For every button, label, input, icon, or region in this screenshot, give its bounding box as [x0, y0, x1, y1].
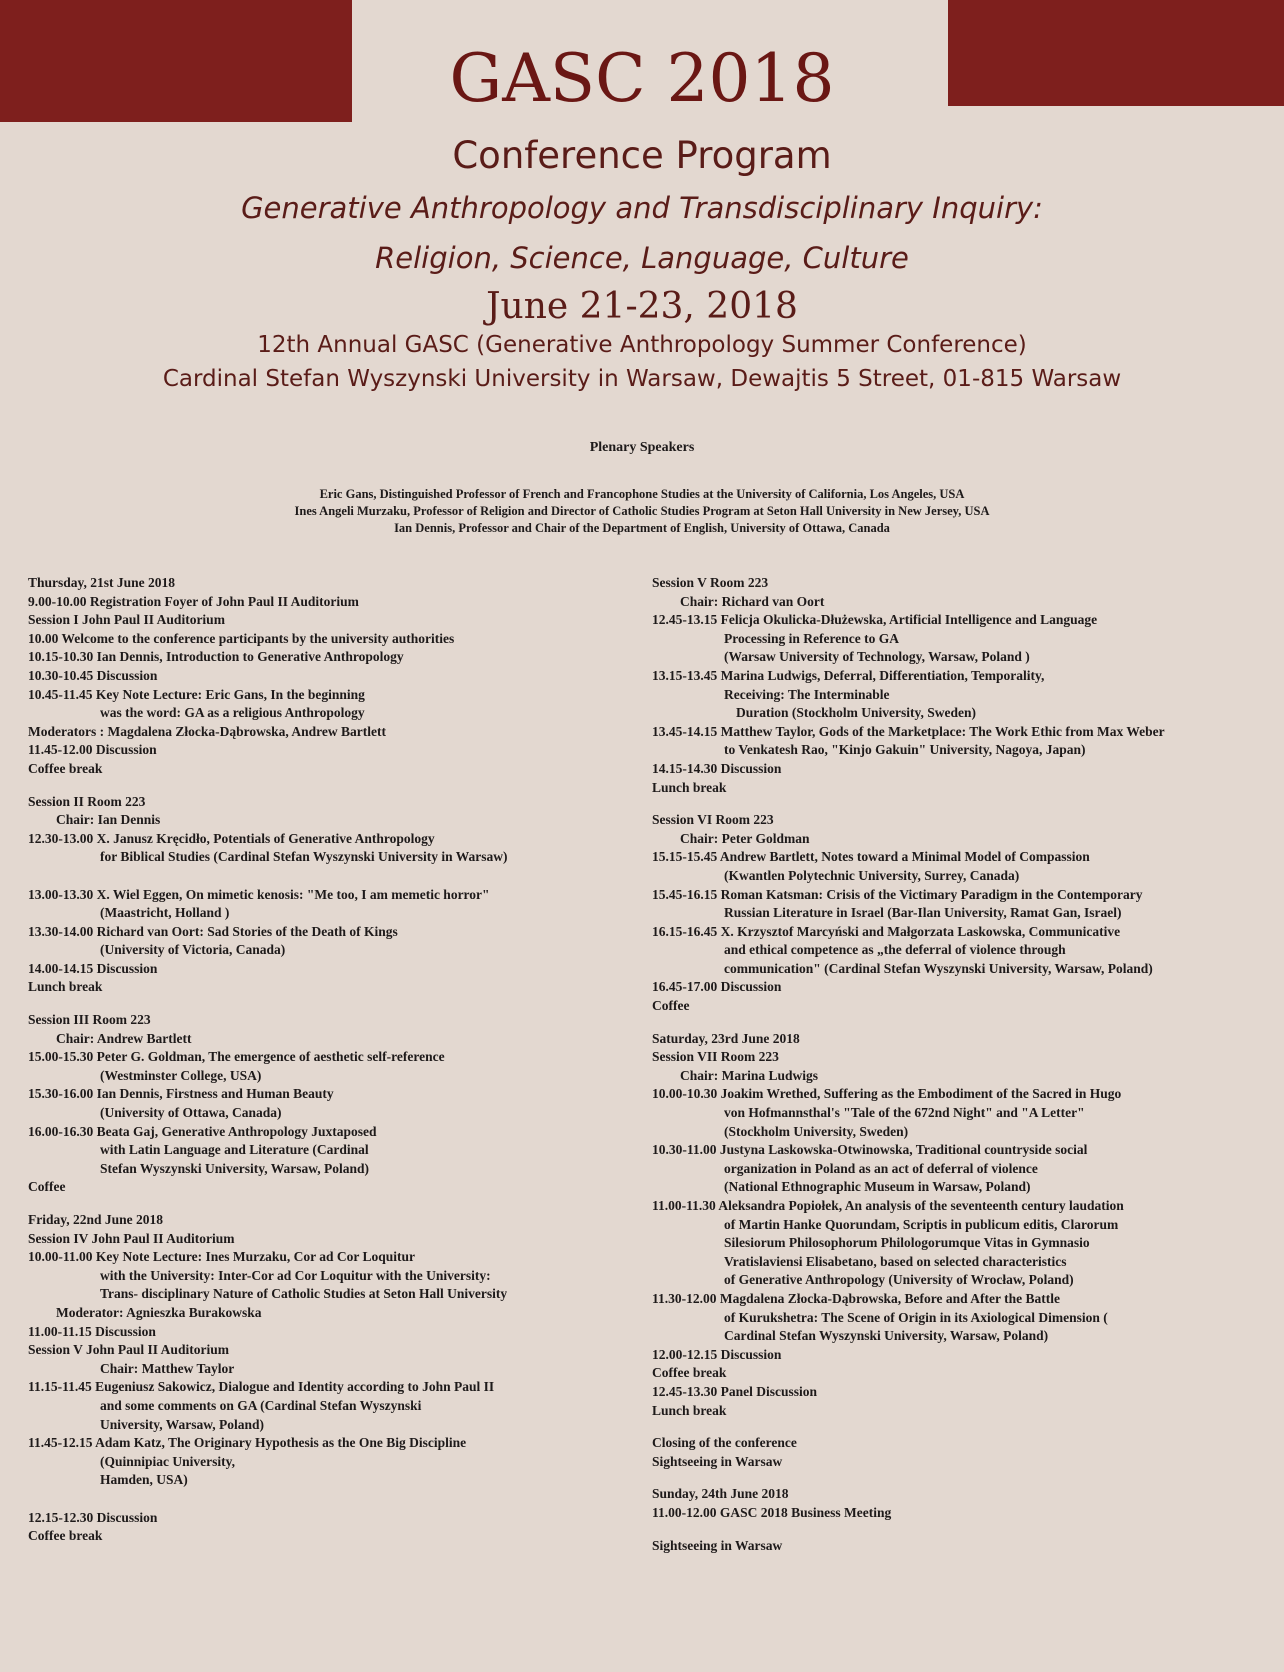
break-line: Coffee break — [652, 1365, 727, 1381]
program-line: (Warsaw University of Technology, Warsaw, Poland ) — [724, 649, 1030, 665]
program-line: 13.15-13.45 Marina Ludwigs, Deferral, Differentiation, Temporality, — [652, 667, 1045, 683]
program-line: 10.00-10.30 Joakim Wrethed, Suffering as the Embodiment of the Sacred in Hugo — [652, 1086, 1122, 1102]
program-line: to Venkatesh Rao, "Kinjo Gakuin" University, Nagoya, Japan) — [724, 742, 1086, 758]
plenary-speaker: Ian Dennis, Professor and Chair of the Department of English, University of Ottawa, Canada — [394, 521, 890, 535]
closing-block — [652, 1434, 1262, 1471]
program-subtitle: Conference Program — [452, 134, 832, 177]
program-line: 13.45-14.15 Matthew Taylor, Gods of the Marketplace: The Work Ethic from Max Weber — [652, 723, 1165, 739]
session-chair: Chair: Peter Goldman — [680, 830, 810, 846]
session-heading: Session V Room 223 — [652, 575, 769, 590]
program-line: Stefan Wyszynski University, Warsaw, Poland) — [100, 1160, 370, 1176]
program-line: (University of Victoria, Canada) — [100, 942, 286, 958]
break-line: Coffee break — [28, 760, 103, 776]
session-chair: Chair: Matthew Taylor — [100, 1360, 235, 1376]
program-line: Vratislaviensi Elisabetano, based on selected characteristics — [724, 1253, 1067, 1269]
program-line: 10.30-10.45 Discussion — [28, 667, 158, 683]
plenary-speaker: Ines Angeli Murzaku, Professor of Religion and Director of Catholic Studies Program at Seton Hall University in New Jersey, USA — [294, 504, 990, 518]
break-line: Lunch break — [652, 1402, 727, 1418]
session-heading: Session III Room 223 — [28, 1012, 151, 1028]
program-line: Sightseeing in Warsaw — [652, 1537, 783, 1553]
program-line: communication" (Cardinal Stefan Wyszynski University, Warsaw, Poland) — [724, 960, 1153, 976]
day-heading: Sunday, 24th June 2018 — [652, 1486, 789, 1502]
session-heading: Session I John Paul II Auditorium — [28, 612, 225, 628]
program-line: 13.30-14.00 Richard van Oort: Sad Stories of the Death of Kings — [28, 923, 398, 939]
program-line: 16.45-17.00 Discussion — [652, 979, 782, 995]
program-line: Processing in Reference to GA — [724, 630, 899, 646]
session-chair: Chair: Marina Ludwigs — [680, 1067, 819, 1083]
program-line: 12.15-12.30 Discussion — [28, 1509, 158, 1525]
saturday-session-7 — [652, 1030, 1262, 1420]
break-line: Coffee — [28, 1179, 66, 1195]
session-3 — [28, 1011, 638, 1197]
break-line: Coffee — [652, 998, 690, 1014]
plenary-speakers — [0, 440, 1284, 537]
program-line: was the word: GA as a religious Anthropology — [100, 705, 365, 721]
program-line: Russian Literature in Israel (Bar-Ilan University, Ramat Gan, Israel) — [724, 905, 1122, 921]
program-line: Closing of the conference — [652, 1435, 797, 1451]
program-line: (Quinnipiac University, — [100, 1453, 236, 1469]
program-line: Duration (Stockholm University, Sweden) — [736, 705, 977, 721]
program-line: 11.30-12.00 Magdalena Złocka-Dąbrowska, Before and After the Battle — [652, 1290, 1060, 1306]
program-line: 10.30-11.00 Justyna Laskowska-Otwinowska, Traditional countryside social — [652, 1142, 1088, 1158]
program-line: 9.00-10.00 Registration Foyer of John Paul II Auditorium — [28, 593, 359, 609]
program-line: and ethical competence as „the deferral of violence through — [724, 942, 1066, 958]
program-line: 10.45-11.45 Key Note Lecture: Eric Gans, In the beginning — [28, 686, 365, 702]
program-line: and some comments on GA (Cardinal Stefan Wyszynski — [100, 1397, 422, 1413]
program-line: (Kwantlen Polytechnic University, Surrey, Canada) — [724, 867, 1020, 883]
program-line: (Stockholm University, Sweden) — [724, 1123, 909, 1139]
final-block — [652, 1537, 1262, 1556]
program-line: (University of Ottawa, Canada) — [100, 1105, 282, 1121]
program-line: 15.15-15.45 Andrew Bartlett, Notes toward a Minimal Model of Compassion — [652, 849, 1090, 865]
program-line: 12.30-13.00 X. Janusz Kręcidło, Potentials of Generative Anthropology — [28, 830, 435, 846]
program-line: (Westminster College, USA) — [100, 1067, 262, 1083]
break-line: Coffee break — [28, 1528, 103, 1544]
sunday-block — [652, 1485, 1262, 1522]
conference-dates: June 21-23, 2018 — [486, 286, 798, 327]
session-heading: Session IV John Paul II Auditorium — [28, 1230, 235, 1246]
session-chair: Chair: Andrew Bartlett — [56, 1030, 192, 1046]
program-line: Receiving: The Interminable — [724, 686, 890, 702]
friday-sessions — [28, 1211, 638, 1546]
program-line: 15.00-15.30 Peter G. Goldman, The emergence of aesthetic self-reference — [28, 1049, 445, 1065]
program-line: 13.00-13.30 X. Wiel Eggen, On mimetic kenosis: "Me too, I am memetic horror" — [28, 886, 490, 902]
program-line: Moderator: Agnieszka Burakowska — [56, 1304, 262, 1320]
program-line: with Latin Language and Literature (Cardinal — [100, 1142, 369, 1158]
program-line: 11.45-12.15 Adam Katz, The Originary Hypothesis as the One Big Discipline — [28, 1435, 467, 1451]
program-line: 12.45-13.15 Felicja Okulicka-Dłużewska, Artificial Intelligence and Language — [652, 612, 1098, 628]
program-line: 15.45-16.15 Roman Katsman: Crisis of the Victimary Paradigm in the Contemporary — [652, 886, 1143, 902]
program-line: 11.00-12.00 GASC 2018 Business Meeting — [652, 1504, 892, 1520]
program-line: Trans- disciplinary Nature of Catholic Studies at Seton Hall University — [100, 1286, 508, 1302]
session-6 — [652, 811, 1262, 1016]
program-left-column — [28, 574, 638, 1560]
program-line: organization in Poland as an act of deferral of violence — [724, 1160, 1038, 1176]
program-line: 11.00-11.15 Discussion — [28, 1323, 156, 1339]
program-line: Sightseeing in Warsaw — [652, 1453, 783, 1469]
program-line: 14.15-14.30 Discussion — [652, 760, 782, 776]
day-heading: Thursday, 21st June 2018 — [28, 575, 176, 590]
plenary-heading: Plenary Speakers — [589, 440, 695, 455]
program-line: 16.00-16.30 Beata Gaj, Generative Anthropology Juxtaposed — [28, 1123, 377, 1139]
theme-line-2: Religion, Science, Language, Culture — [375, 241, 909, 275]
program-line: with the University: Inter-Cor ad Cor Loquitur with the University: — [100, 1267, 491, 1283]
program-line: 11.45-12.00 Discussion — [28, 742, 157, 758]
session-heading: Session VII Room 223 — [652, 1049, 779, 1065]
program-line: 16.15-16.45 X. Krzysztof Marcyński and Małgorzata Laskowska, Communicative — [652, 923, 1121, 939]
conference-title: GASC 2018 — [449, 40, 835, 117]
session-chair: Chair: Richard van Oort — [680, 593, 825, 609]
program-line: 10.00-11.00 Key Note Lecture: Ines Murzaku, Cor ad Cor Loquitur — [28, 1249, 415, 1265]
plenary-speaker: Eric Gans, Distinguished Professor of French and Francophone Studies at the University of California, Los Angeles, USA — [319, 487, 965, 501]
break-line: Lunch break — [28, 979, 103, 995]
program-line: of Kurukshetra: The Scene of Origin in its Axiological Dimension ( — [724, 1309, 1108, 1325]
session-heading: Session V John Paul II Auditorium — [28, 1342, 229, 1358]
program-line: Cardinal Stefan Wyszynski University, Warsaw, Poland) — [724, 1328, 1049, 1344]
program-line: 11.15-11.45 Eugeniusz Sakowicz, Dialogue and Identity according to John Paul II — [28, 1379, 495, 1395]
theme-line-1: Generative Anthropology and Transdisciplinary Inquiry: — [241, 191, 1043, 225]
session-2 — [28, 793, 638, 998]
thursday-session-1 — [28, 574, 638, 779]
session-heading: Session II Room 223 — [28, 793, 146, 809]
program-line: von Hofmannsthal's "Tale of the 672nd Night" and "A Letter" — [724, 1105, 1085, 1121]
program-line: 12.45-13.30 Panel Discussion — [652, 1383, 818, 1399]
break-line: Lunch break — [652, 779, 727, 795]
program-line: Hamden, USA) — [100, 1472, 188, 1488]
program-line: 11.00-11.30 Aleksandra Popiołek, An analysis of the seventeenth century laudation — [652, 1198, 1124, 1213]
session-heading: Session VI Room 223 — [652, 812, 774, 828]
program-line: 10.00 Welcome to the conference participants by the university authorities — [28, 630, 455, 646]
program-line: for Biblical Studies (Cardinal Stefan Wyszynski University in Warsaw) — [100, 849, 508, 865]
program-line: 14.00-14.15 Discussion — [28, 960, 158, 976]
spacer-line — [28, 1490, 638, 1509]
program-line: University, Warsaw, Poland) — [100, 1416, 265, 1432]
session-chair: Chair: Ian Dennis — [56, 812, 161, 828]
conference-venue: Cardinal Stefan Wyszynski University in Warsaw, Dewajtis 5 Street, 01-815 Warsaw — [162, 366, 1122, 392]
program-line: 15.30-16.00 Ian Dennis, Firstness and Human Beauty — [28, 1086, 334, 1102]
program-line: (National Ethnographic Museum in Warsaw, Poland) — [724, 1179, 1031, 1195]
program-line: of Generative Anthropology (University of Wrocław, Poland) — [724, 1272, 1074, 1288]
day-heading: Friday, 22nd June 2018 — [28, 1212, 164, 1227]
spacer-line — [28, 867, 638, 886]
session-5-room — [652, 574, 1262, 797]
program-right-column — [652, 574, 1262, 1569]
program-line: of Martin Hanke Quorundam, Scriptis in publicum editis, Clarorum — [724, 1216, 1119, 1232]
header — [0, 0, 1284, 396]
day-heading: Saturday, 23rd June 2018 — [652, 1030, 800, 1046]
program-line: 10.15-10.30 Ian Dennis, Introduction to Generative Anthropology — [28, 649, 404, 665]
program-line: (Maastricht, Holland ) — [100, 905, 230, 921]
program-line: Silesiorum Philosophorum Philologorumque Vitas in Gymnasio — [724, 1235, 1090, 1251]
program-line: 12.00-12.15 Discussion — [652, 1346, 782, 1362]
conference-edition: 12th Annual GASC (Generative Anthropology Summer Conference) — [257, 332, 1027, 358]
program-line: Moderators : Magdalena Złocka-Dąbrowska, Andrew Bartlett — [28, 723, 386, 739]
